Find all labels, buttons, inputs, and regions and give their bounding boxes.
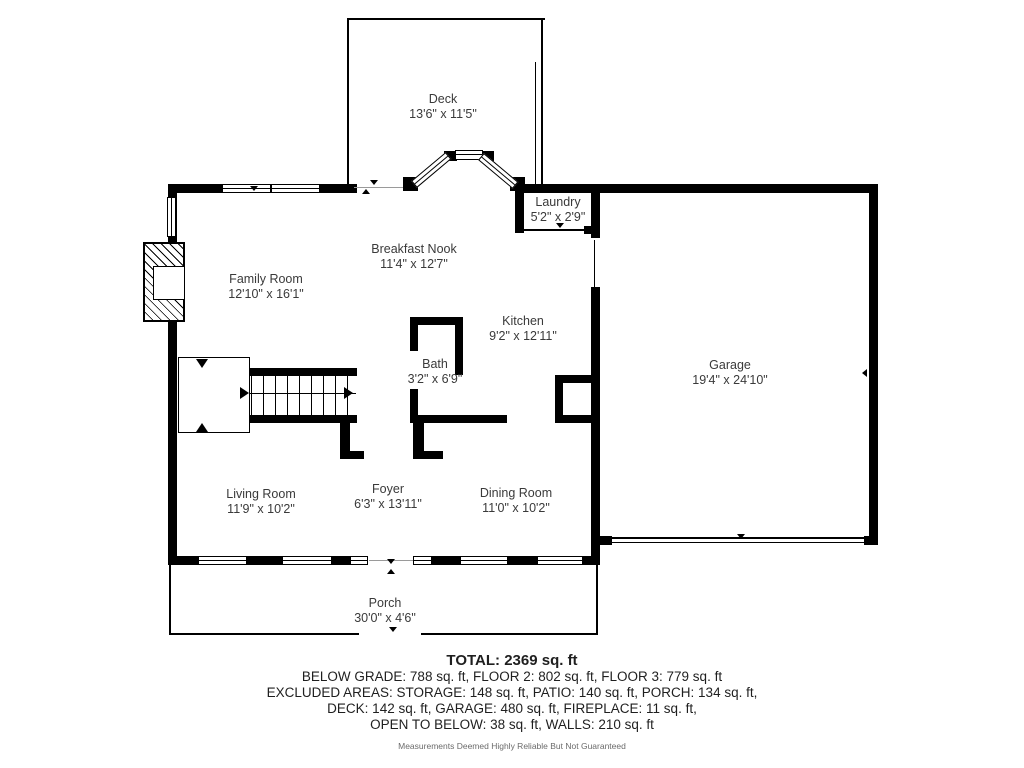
wall-segment	[515, 184, 524, 233]
summary-line: BELOW GRADE: 788 sq. ft, FLOOR 2: 802 sq. ft, FLOOR 3: 779 sq. ft	[301, 669, 723, 684]
room-label-bath	[408, 357, 463, 387]
bay-window-symbol	[478, 153, 518, 189]
room-label-foyer	[354, 482, 422, 512]
window-symbol	[222, 184, 271, 193]
room-dims: 19'4" x 24'10"	[692, 373, 768, 387]
opening-line	[354, 187, 403, 188]
wall-segment	[247, 556, 282, 565]
thin-line	[347, 18, 349, 185]
room-name: Garage	[709, 358, 751, 372]
wall-segment	[591, 287, 600, 565]
direction-arrow	[387, 569, 395, 574]
direction-arrow	[362, 189, 370, 194]
wall-segment	[250, 368, 357, 376]
direction-arrow	[240, 387, 249, 399]
room-dims: 5'2" x 2'9"	[530, 210, 586, 224]
room-label-laundry	[531, 195, 586, 225]
thin-line	[169, 633, 359, 635]
room-label-garage	[692, 358, 768, 388]
room-name: Breakfast Nook	[371, 242, 457, 256]
room-name: Family Room	[229, 272, 303, 286]
direction-arrow	[196, 359, 208, 368]
room-dims: 13'6" x 11'5"	[409, 107, 477, 121]
room-dims: 30'0" x 4'6"	[354, 611, 416, 625]
room-label-living-room	[226, 487, 295, 517]
room-label-breakfast-nook	[371, 242, 456, 272]
direction-arrow	[389, 627, 397, 632]
room-dims: 3'2" x 6'9"	[407, 372, 463, 386]
room-dims: 11'0" x 10'2"	[482, 501, 550, 515]
total-area: TOTAL: 2369 sq. ft	[446, 652, 578, 669]
bay-window-symbol	[411, 152, 451, 188]
thin-line	[596, 565, 598, 635]
window-symbol	[350, 556, 368, 565]
window-symbol	[413, 556, 432, 565]
room-name: Porch	[368, 596, 402, 610]
direction-arrow	[370, 180, 378, 185]
wall-segment	[250, 415, 357, 423]
window-symbol	[167, 197, 176, 237]
wall-segment	[168, 556, 198, 565]
room-label-porch	[354, 596, 416, 626]
thin-line	[421, 633, 598, 635]
wall-segment	[517, 184, 600, 193]
wall-segment	[555, 375, 563, 423]
room-name: Bath	[422, 357, 448, 371]
window-symbol	[198, 556, 247, 565]
wall-segment	[332, 556, 350, 565]
direction-arrow	[196, 423, 208, 432]
window-symbol	[460, 556, 508, 565]
thin-line	[524, 229, 591, 231]
direction-arrow	[737, 534, 745, 539]
summary-line: DECK: 142 sq. ft, GARAGE: 480 sq. ft, FIREPLACE: 11 sq. ft,	[327, 701, 697, 716]
wall-segment	[600, 184, 878, 193]
room-dims: 11'4" x 12'7"	[380, 257, 448, 271]
wall-segment	[410, 415, 507, 423]
wall-segment	[864, 536, 878, 545]
fireplace-firebox	[153, 266, 185, 300]
thin-line	[541, 18, 543, 185]
stair-treads	[251, 376, 355, 415]
wall-segment	[340, 451, 364, 459]
window-symbol	[537, 556, 583, 565]
room-name: Laundry	[535, 195, 581, 209]
room-label-dining-room	[480, 486, 552, 516]
summary-line: EXCLUDED AREAS: STORAGE: 148 sq. ft, PATIO: 140 sq. ft, PORCH: 134 sq. ft,	[266, 685, 758, 700]
room-label-kitchen	[489, 314, 557, 344]
room-dims: 12'10" x 16'1"	[228, 287, 304, 301]
room-label-family-room	[228, 272, 304, 302]
disclaimer-text: Measurements Deemed Highly Reliable But Not Guaranteed	[398, 741, 626, 751]
window-symbol	[282, 556, 332, 565]
direction-arrow	[344, 387, 353, 399]
summary-line: OPEN TO BELOW: 38 sq. ft, WALLS: 210 sq. ft	[370, 717, 654, 732]
wall-segment	[432, 556, 460, 565]
thin-line	[610, 542, 864, 543]
room-dims: 6'3" x 13'11"	[354, 497, 422, 511]
room-dims: 9'2" x 12'11"	[489, 329, 557, 343]
wall-segment	[410, 317, 418, 351]
direction-arrow	[250, 186, 258, 191]
thin-line	[535, 62, 536, 185]
area-summary	[0, 652, 1024, 751]
room-name: Living Room	[226, 487, 296, 501]
room-name: Kitchen	[502, 314, 544, 328]
wall-segment	[413, 451, 443, 459]
room-name: Foyer	[372, 482, 404, 496]
wall-segment	[591, 184, 600, 238]
wall-segment	[320, 184, 357, 193]
room-name: Dining Room	[479, 486, 553, 500]
direction-arrow	[387, 559, 395, 564]
room-label-deck	[409, 92, 477, 122]
wall-segment	[508, 556, 537, 565]
direction-arrow	[862, 369, 867, 377]
window-symbol	[271, 184, 320, 193]
thin-line	[347, 18, 545, 20]
thin-line	[594, 240, 595, 287]
room-name: Deck	[428, 92, 458, 106]
wall-segment	[869, 184, 878, 545]
thin-line	[169, 565, 171, 635]
room-dims: 11'9" x 10'2"	[227, 502, 295, 516]
